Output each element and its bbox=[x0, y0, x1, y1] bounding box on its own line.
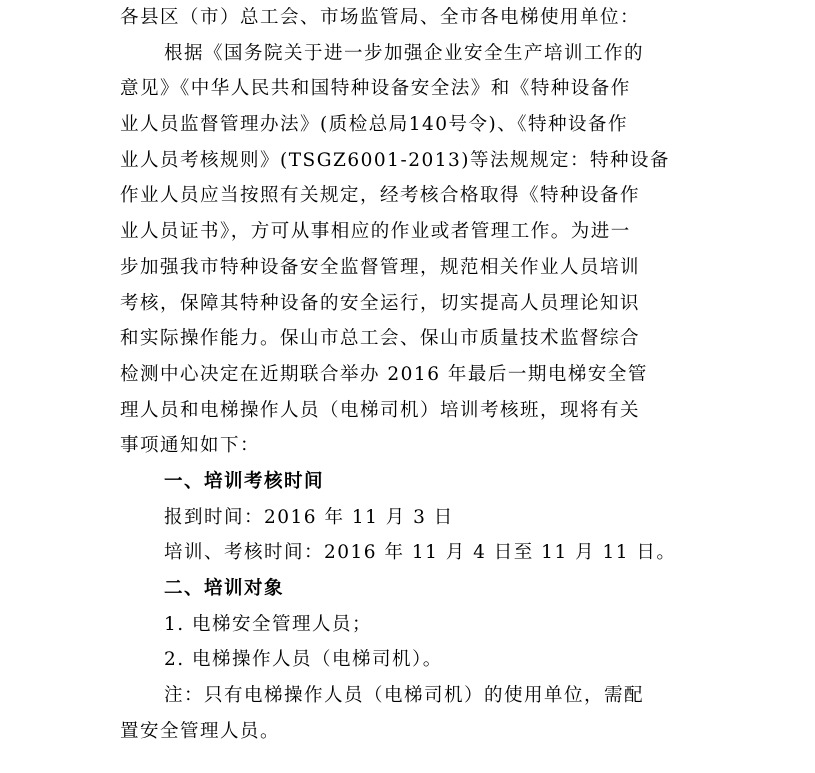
paragraph-line: 检测中心决定在近期联合举办 2016 年最后一期电梯安全管 bbox=[120, 363, 648, 385]
document-page bbox=[120, 0, 695, 749]
paragraph-line: 事项通知如下： bbox=[120, 435, 261, 457]
section-heading: 一、培训考核时间 bbox=[164, 470, 325, 492]
paragraph-line: 根据《国务院关于进一步加强企业安全生产培训工作的 bbox=[164, 42, 645, 64]
section-heading: 二、培训对象 bbox=[164, 578, 285, 599]
list-item: 2. 电梯操作人员（电梯司机）。 bbox=[164, 649, 443, 671]
paragraph-line: 业人员考核规则》(TSGZ6001-2013)等法规规定：特种设备 bbox=[120, 149, 670, 171]
note-line: 注：只有电梯操作人员（电梯司机）的使用单位，需配 bbox=[164, 685, 645, 707]
paragraph-line: 意见》《中华人民共和国特种设备安全法》和《特种设备作 bbox=[120, 78, 631, 100]
paragraph-line: 业人员证书》，方可从事相应的作业或者管理工作。为进一 bbox=[120, 221, 631, 243]
paragraph-line: 业人员监督管理办法》(质检总局140号令)、《特种设备作 bbox=[120, 114, 628, 136]
paragraph-line: 考核，保障其特种设备的安全运行，切实提高人员理论知识 bbox=[120, 292, 641, 314]
paragraph-line: 作业人员应当按照有关规定，经考核合格取得《特种设备作 bbox=[120, 185, 641, 207]
paragraph-line: 步加强我市特种设备安全监督管理，规范相关作业人员培训 bbox=[120, 256, 641, 278]
paragraph-line: 和实际操作能力。保山市总工会、保山市质量技术监督综合 bbox=[120, 328, 641, 350]
body-line: 培训、考核时间：2016 年 11 月 4 日至 11 月 11 日。 bbox=[164, 542, 677, 564]
paragraph-line: 理人员和电梯操作人员（电梯司机）培训考核班，现将有关 bbox=[120, 399, 641, 421]
note-line: 置安全管理人员。 bbox=[120, 720, 281, 742]
list-item: 1. 电梯安全管理人员； bbox=[164, 613, 373, 635]
body-line: 报到时间：2016 年 11 月 3 日 bbox=[164, 506, 454, 528]
salutation-line: 各县区（市）总工会、市场监管局、全市各电梯使用单位： bbox=[120, 7, 641, 28]
